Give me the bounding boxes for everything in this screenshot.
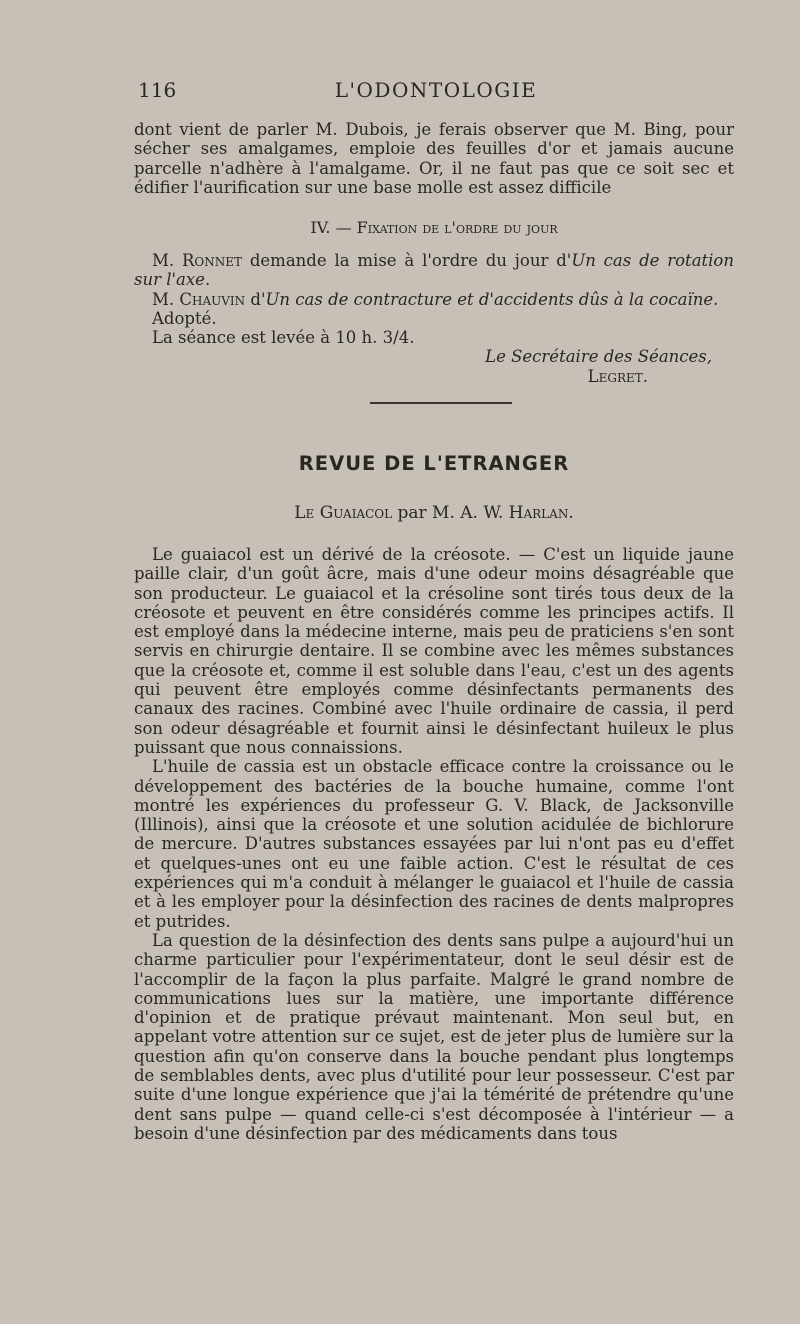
article-paragraph: L'huile de cassia est un obstacle efficace contre la croissance ou le développement des bactéries de la bouche humaine, comme l'ont montré les expériences du professeur G. V. Black, de Jacksonville (Illinois), ainsi que la créosote et une solution acidulée de bichlorure de mercure. D'autres substances essayées par lui n'ont pas eu d'effet et quelques-unes ont eu une faible action. C'est le résultat de ces expériences qui m'a conduit à mélanger le guaiacol et l'huile de cassia et à les employer pour la désinfection des racines de dents malpropres et putrides.: [134, 757, 734, 931]
adopted-note: Adopté.: [152, 308, 217, 328]
article-subject: Le Guaiacol: [294, 503, 393, 523]
article-title: [134, 503, 734, 523]
speaker-name: M. Ronnet: [152, 251, 243, 270]
agenda-topic-title: Un cas de contracture et d'accidents dûs à la cocaïne.: [265, 289, 719, 309]
session-close-note: La séance est levée à 10 h. 3/4.: [152, 328, 415, 348]
signature-role: Le Secrétaire des Séances,: [485, 347, 712, 367]
article-body: [134, 545, 734, 1143]
speaker-name: M. Chauvin: [152, 289, 246, 309]
article-by: par M. A. W.: [392, 503, 509, 523]
agenda-text: demande la mise à l'ordre du jour d': [242, 251, 572, 270]
section-heading: IV. — Fixation de l'ordre du jour: [310, 218, 558, 237]
intro-paragraph-block: [134, 120, 734, 197]
article-paragraph: La question de la désinfection des dents sans pulpe a aujourd'hui un charme particulier pour l'expérimentateur, dont le seul désir est de l'accomplir de la façon la plus parfaite. Malgré le grand nombre de communications lues sur la matière, une importante différence d'opinion et de pratique prévaut maintenant. Mon seul but, en appelant votre attention sur ce sujet, est de jeter plus de lumière sur la question afin qu'on conserve dans la bouche pendant plus longtemps de semblables dents, avec plus d'utilité pour leur possesseur. C'est par suite d'une longue expérience que j'ai la témérité de prétendre qu'une dent sans pulpe — quand celle-ci s'est décomposée à l'intérieur — a besoin d'une désinfection par des médicaments dans tous: [134, 930, 734, 1143]
article-author: Harlan.: [508, 503, 574, 523]
agenda-item-chauvin: [134, 290, 734, 309]
agenda-topic-title: Un cas de rotation sur l'axe.: [134, 251, 734, 290]
intro-paragraph: dont vient de parler M. Dubois, je ferais observer que M. Bing, pour sécher ses amalgames, emploie des feuilles d'or et jamais aucune parcelle n'adhère à l'amalgame. Or, il ne faut pas que ce soit sec et édifier l'aurification sur une base molle est assez difficile: [134, 120, 734, 197]
agenda-block: [134, 251, 734, 386]
signature-name: Legret.: [587, 366, 648, 386]
article-paragraph: Le guaiacol est un dérivé de la créosote. — C'est un liquide jaune paille clair, d'un goût âcre, mais d'une odeur moins désagréable que son producteur. Le guaiacol et la crésoline sont tirés tous deux de la créosote et peuvent en être considérés comme les principes actifs. Il est employé dans la médecine interne, mais peu de praticiens s'en sont servis en chirurgie dentaire. Il se combine avec les mêmes substances que la créosote et, comme il est soluble dans l'eau, c'est un des agents qui peuvent être employés comme désinfectants permanents des canaux des racines. Combiné avec l'huile ordinaire de cassia, il perd son odeur désagréable et fournit ainsi le désinfectant huileux le plus puissant que nous connaissions.: [134, 545, 734, 757]
page-number: 116: [138, 78, 177, 102]
agenda-text: d': [245, 289, 266, 309]
agenda-item-ronnet: [134, 251, 734, 290]
revue-heading: REVUE DE L'ETRANGER: [298, 452, 570, 475]
running-title: L'ODONTOLOGIE: [334, 78, 538, 102]
page-header: [138, 78, 734, 102]
section-divider: [370, 402, 512, 404]
